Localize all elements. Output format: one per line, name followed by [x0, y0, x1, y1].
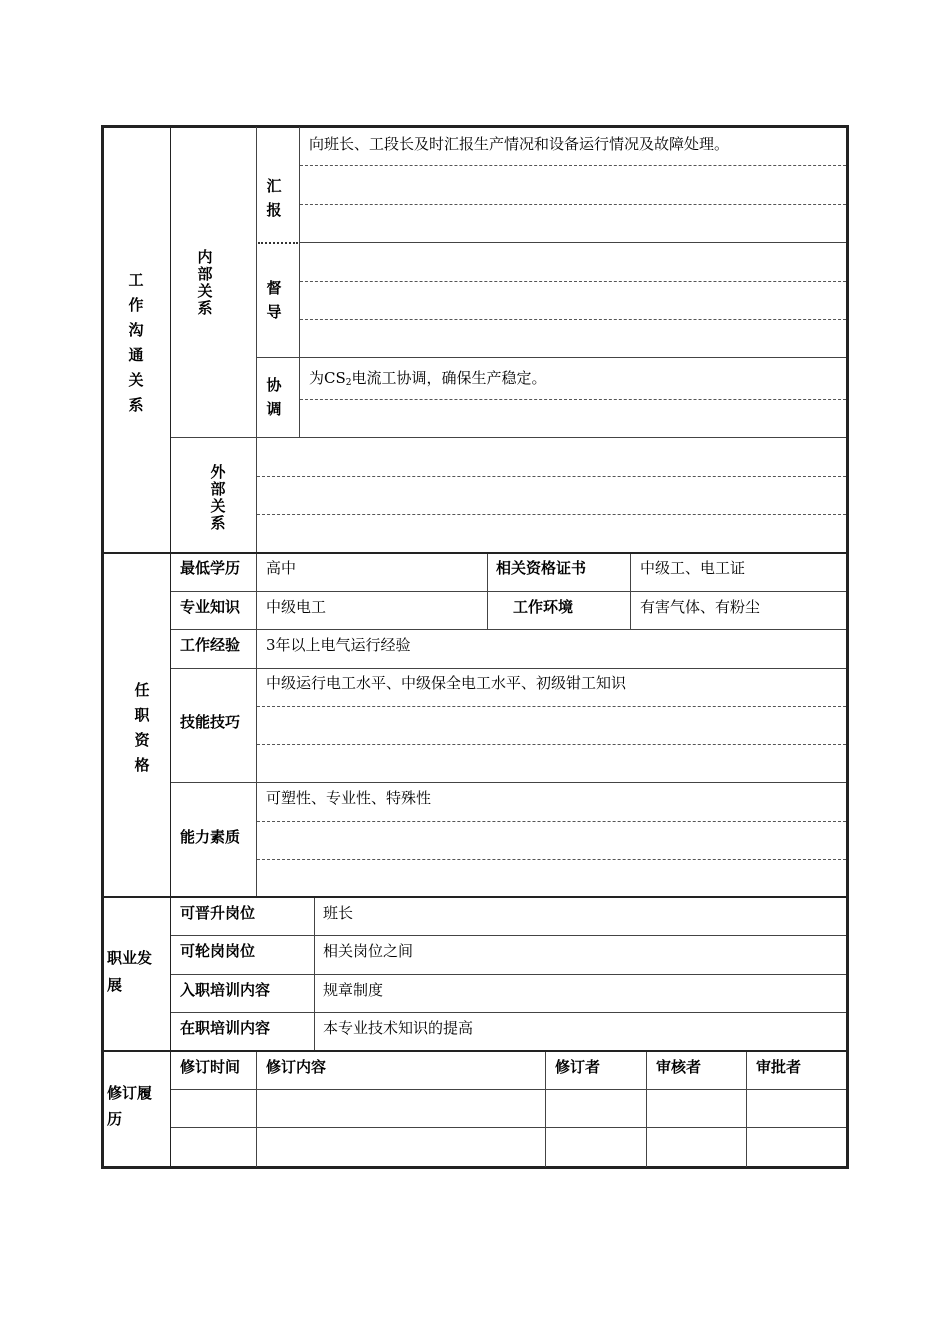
row-line	[257, 357, 846, 358]
coordinate-label	[262, 373, 286, 421]
skills-value: 中级运行电工水平、中级保全电工水平、初级钳工知识	[266, 674, 627, 692]
dashed-line	[300, 399, 846, 400]
reviser-header: 修订者	[555, 1058, 601, 1076]
label-char: 通	[128, 346, 144, 364]
label-char: 导	[266, 303, 282, 321]
report-label	[262, 174, 286, 222]
row-line	[300, 242, 846, 243]
section-line	[103, 552, 846, 554]
column-divider-rev-2	[545, 1051, 546, 1167]
dashed-line	[300, 165, 846, 166]
promotion-value: 班长	[323, 904, 354, 922]
communication-section-label	[110, 268, 162, 418]
row-line	[171, 974, 846, 975]
label-char: 部	[210, 480, 226, 498]
ability-label: 能力素质	[180, 828, 241, 846]
rotation-label: 可轮岗岗位	[180, 942, 256, 960]
dashed-line	[257, 476, 846, 477]
certificate-value: 中级工、电工证	[640, 559, 746, 577]
coordinate-subscript: 2	[345, 378, 352, 388]
supervise-label	[262, 276, 286, 324]
label-char: 系	[210, 514, 226, 532]
label-char: 工	[128, 271, 144, 289]
label-char: 资	[134, 731, 150, 749]
row-line	[171, 1127, 846, 1128]
coordinate-text-post: 电流工协调，确保生产稳定。	[351, 369, 547, 387]
label-line: 历	[107, 1110, 123, 1128]
internal-relations-label	[190, 249, 220, 317]
label-char: 格	[134, 756, 150, 774]
onjob-label: 在职培训内容	[180, 1019, 271, 1037]
label-char: 关	[128, 371, 144, 389]
row-line	[171, 629, 846, 630]
column-divider-rev-1	[256, 1051, 257, 1167]
reviewer-header: 审核者	[656, 1058, 702, 1076]
coordinate-text-pre: 为CS	[309, 369, 346, 387]
section-line	[103, 1050, 846, 1052]
label-char: 系	[128, 396, 144, 414]
label-char: 调	[266, 400, 282, 418]
column-divider-3-top	[299, 127, 300, 437]
promotion-label: 可晋升岗位	[180, 904, 256, 922]
approver-header: 审批者	[756, 1058, 802, 1076]
row-line	[171, 437, 846, 438]
column-divider-1	[170, 127, 171, 1167]
onboarding-value: 规章制度	[323, 981, 384, 999]
environment-value: 有害气体、有粉尘	[640, 598, 761, 616]
label-line: 展	[107, 976, 123, 994]
row-line	[171, 591, 846, 592]
label-char: 作	[128, 296, 144, 314]
label-line: 职业发	[107, 949, 153, 967]
column-divider-rev-3	[646, 1051, 647, 1167]
experience-label: 工作经验	[180, 636, 241, 654]
revision-time-header: 修订时间	[180, 1058, 241, 1076]
row-line	[171, 1089, 846, 1090]
dashed-line	[257, 821, 846, 822]
label-char: 关	[210, 497, 226, 515]
row-line	[171, 668, 846, 669]
skills-label: 技能技巧	[180, 713, 241, 731]
dotted-line	[258, 242, 298, 244]
onjob-value: 本专业技术知识的提高	[323, 1019, 474, 1037]
row-line	[171, 1012, 846, 1013]
label-char: 任	[134, 681, 150, 699]
label-char: 部	[197, 265, 213, 283]
report-text: 向班长、工段长及时汇报生产情况和设备运行情况及故障处理。	[309, 135, 730, 153]
education-label: 最低学历	[180, 559, 241, 577]
revision-content-header: 修订内容	[266, 1058, 327, 1076]
dashed-line	[257, 706, 846, 707]
row-line	[171, 782, 846, 783]
certificate-label: 相关资格证书	[496, 559, 587, 577]
label-char: 协	[266, 376, 282, 394]
revision-section-label	[107, 1080, 169, 1132]
rotation-value: 相关岗位之间	[323, 942, 414, 960]
label-char: 系	[197, 299, 213, 317]
experience-value: 3年以上电气运行经验	[266, 636, 411, 654]
row-line	[171, 935, 846, 936]
career-section-label	[107, 945, 165, 999]
label-char: 汇	[266, 177, 282, 195]
ability-value: 可塑性、专业性、特殊性	[266, 789, 432, 807]
onboarding-label: 入职培训内容	[180, 981, 271, 999]
column-divider-2-top	[256, 127, 257, 553]
knowledge-label: 专业知识	[180, 598, 241, 616]
label-char: 外	[210, 463, 226, 481]
coordinate-text	[309, 368, 547, 393]
dashed-line	[300, 204, 846, 205]
label-char: 报	[266, 201, 282, 219]
dashed-line	[300, 281, 846, 282]
dashed-line	[257, 744, 846, 745]
label-char: 督	[266, 279, 282, 297]
qualifications-section-label	[127, 678, 157, 778]
label-char: 关	[197, 282, 213, 300]
education-value: 高中	[266, 559, 297, 577]
dashed-line	[257, 514, 846, 515]
label-char: 职	[134, 706, 150, 724]
external-relations-label	[205, 464, 231, 532]
dashed-line	[257, 859, 846, 860]
column-divider-2-mid	[256, 553, 257, 897]
environment-label: 工作环境	[513, 598, 574, 616]
label-line: 修订履	[107, 1084, 153, 1102]
column-divider-rev-4	[746, 1051, 747, 1167]
label-char: 内	[197, 248, 213, 266]
section-line	[103, 896, 846, 898]
label-char: 沟	[128, 321, 144, 339]
dashed-line	[300, 319, 846, 320]
knowledge-value: 中级电工	[266, 598, 327, 616]
